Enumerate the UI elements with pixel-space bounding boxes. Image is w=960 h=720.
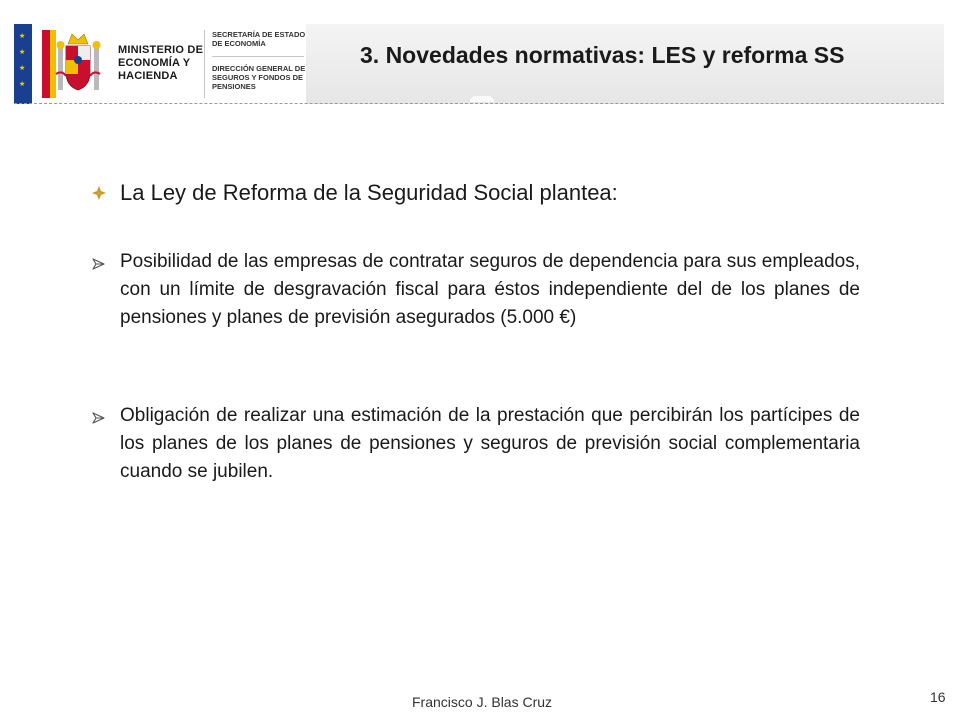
ministry-logo	[14, 24, 306, 104]
footer-author: Francisco J. Blas Cruz	[412, 694, 553, 710]
direccion-label: DIRECCIÓN GENERAL DE SEGUROS Y FONDOS DE PENSIONES	[212, 64, 306, 91]
logo-rule	[212, 56, 304, 57]
bullet-text: Obligación de realizar una estimación de la prestación que percibirán los partícipes de los planes de los planes de pensiones y seguros de previsión social complementaria cuando se jubilen.	[120, 405, 860, 482]
slide-title: 3. Novedades normativas: LES y reforma SS	[360, 42, 845, 68]
logo-divider	[204, 30, 205, 98]
header-ornament	[470, 96, 494, 102]
secretaria-label: SECRETARÍA DE ESTADO DE ECONOMÍA	[212, 30, 306, 48]
arrow-bullet-icon	[92, 412, 106, 424]
eu-flag-strip: ★ ★ ★ ★	[14, 24, 32, 104]
ministry-name: MINISTERIO DE ECONOMÍA Y HACIENDA	[118, 44, 204, 82]
header-divider	[14, 103, 944, 104]
diamond-bullet-icon	[92, 186, 106, 200]
bullet-text: Posibilidad de las empresas de contratar seguros de dependencia para sus empleados, con un límite de desgravación fiscal para éstos independiente del de los planes de pensiones y planes de previsión asegurados (5.000 €)	[120, 251, 860, 328]
arrow-bullet-icon	[92, 258, 106, 270]
coat-of-arms-icon	[42, 30, 114, 98]
page-number: 16	[930, 689, 946, 705]
intro-text: La Ley de Reforma de la Seguridad Social plantea:	[120, 180, 618, 205]
